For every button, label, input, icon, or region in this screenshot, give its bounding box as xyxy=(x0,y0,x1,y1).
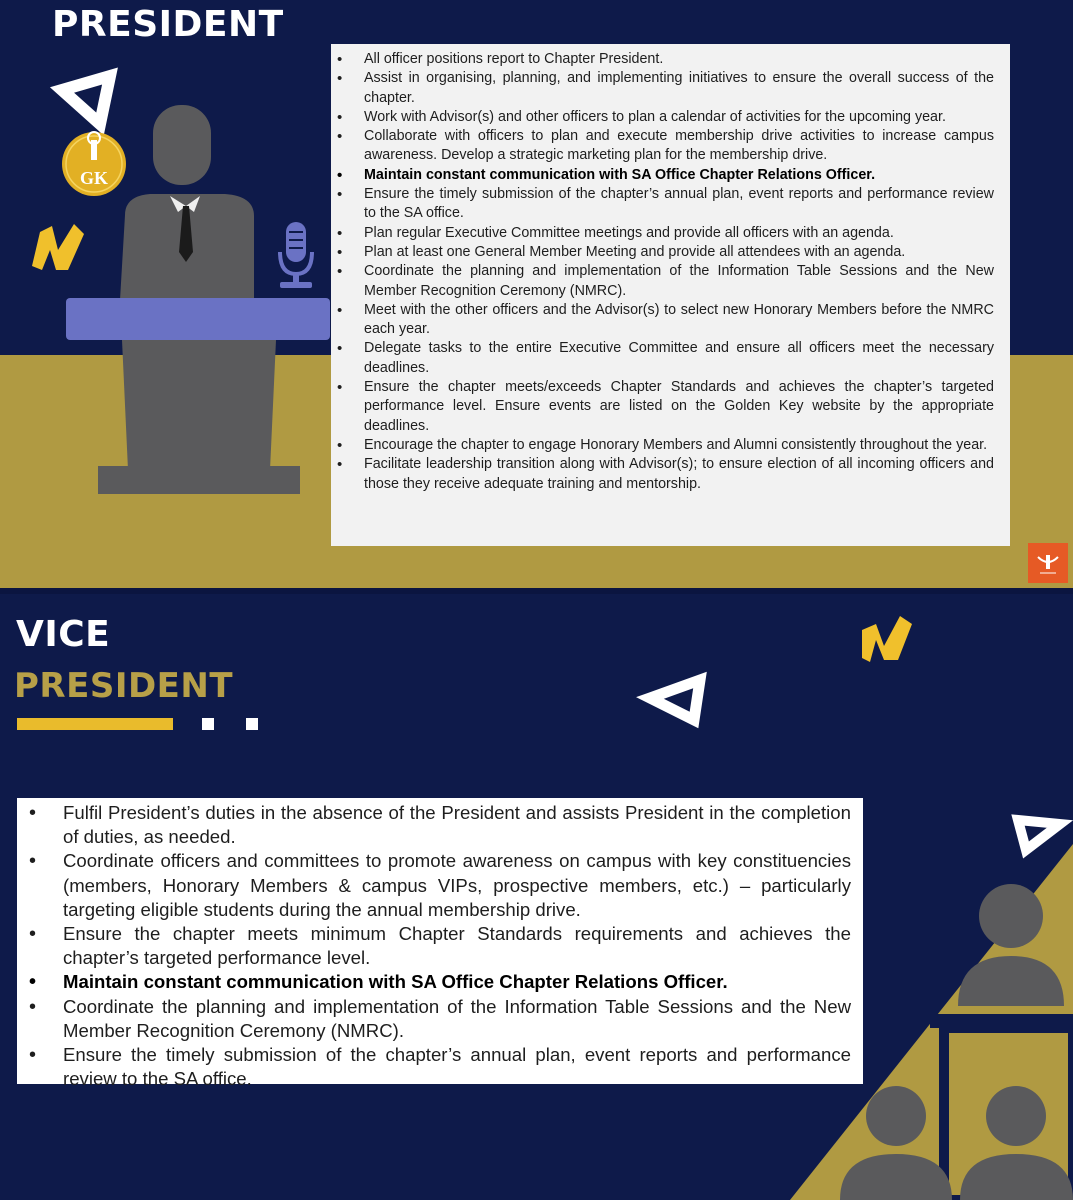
triangle-outline-icon xyxy=(1018,820,1060,850)
vice-president-slide xyxy=(0,594,1073,1200)
duty-item: • Delegate tasks to the entire Executive Committee and ensure all officers meet the necessary deadlines. xyxy=(364,339,994,378)
duty-item: • Ensure the chapter meets minimum Chapter Standards requirements and achieves the chapter’s targeted performance level. xyxy=(63,922,851,970)
duty-item: • All officer positions report to Chapter President. xyxy=(364,50,994,69)
triangle-outline-icon xyxy=(650,680,700,720)
microphone-icon xyxy=(280,222,312,288)
title-underline-bar xyxy=(17,718,173,730)
duty-item: • Fulfil President’s duties in the absence of the President and assists President in the completion of duties, as needed. xyxy=(63,801,851,849)
vice-president-duties-box xyxy=(17,798,863,1090)
duty-item: • Ensure the timely submission of the chapter’s annual plan, event reports and performance review to the SA office. xyxy=(63,1043,851,1091)
duty-item: • Ensure the chapter meets/exceeds Chapter Standards and achieves the chapter’s targeted performance level. Ensure events are listed on the Golden Key website by the appropriate deadlines. xyxy=(364,378,994,436)
golden-key-emblem xyxy=(62,132,126,196)
duty-item: • Plan at least one General Member Meeting and provide all attendees with an agenda. xyxy=(364,243,994,262)
president-duties-list xyxy=(331,44,1010,494)
duty-item: • Maintain constant communication with SA Office Chapter Relations Officer. xyxy=(63,970,851,994)
duty-item: • Meet with the other officers and the Advisor(s) to select new Honorary Members before the NMRC each year. xyxy=(364,301,994,340)
duty-item: • Encourage the chapter to engage Honorary Members and Alumni consistently throughout the year. xyxy=(364,436,994,455)
duty-item: • Maintain constant communication with SA Office Chapter Relations Officer. xyxy=(364,166,994,185)
duty-item: • Ensure the timely submission of the chapter’s annual plan, event reports and performance review to the SA office. xyxy=(364,185,994,224)
duty-item: • Collaborate with officers to plan and execute membership drive activities to increase campus awareness. Develop a strategic marketing plan for the membership drive. xyxy=(364,127,994,166)
vice-president-duties-list xyxy=(17,798,863,1091)
emblem-text: GK xyxy=(79,168,109,188)
president-slide xyxy=(0,0,1073,588)
duty-item: • Plan regular Executive Committee meetings and provide all officers with an agenda. xyxy=(364,224,994,243)
duty-item: • Coordinate the planning and implementation of the Information Table Sessions and the New Member Recognition Ceremony (NMRC). xyxy=(364,262,994,301)
decor-dot xyxy=(246,718,258,730)
key-logo-icon xyxy=(1028,543,1068,583)
duty-item: • Assist in organising, planning, and implementing initiatives to ensure the overall success of the chapter. xyxy=(364,69,994,108)
president-duties-box xyxy=(331,44,1010,546)
decor-dot xyxy=(202,718,214,730)
duty-item: • Work with Advisor(s) and other officers to plan a calendar of activities for the upcoming year. xyxy=(364,108,994,127)
vice-president-title-line1: VICE xyxy=(16,614,111,655)
zigzag-icon xyxy=(862,616,912,662)
podium xyxy=(66,298,330,494)
duty-item: • Facilitate leadership transition along with Advisor(s); to ensure election of all incoming officers and those they receive adequate training and mentorship. xyxy=(364,455,994,494)
duty-item: • Coordinate the planning and implementation of the Information Table Sessions and the New Member Recognition Ceremony (NMRC). xyxy=(63,995,851,1043)
golden-key-logo-badge xyxy=(1028,543,1068,583)
president-title: PRESIDENT xyxy=(52,4,284,45)
speaker-figure xyxy=(120,105,254,300)
zigzag-icon xyxy=(32,224,84,270)
triangle-outline-icon xyxy=(62,76,110,124)
duty-item: • Coordinate officers and committees to promote awareness on campus with key constituencies (members, Honorary Members & campus VIPs, prospective members, etc.) – particularly targeting eligible students during the annual membership drive. xyxy=(63,849,851,922)
vice-president-title-line2: PRESIDENT xyxy=(14,666,234,706)
